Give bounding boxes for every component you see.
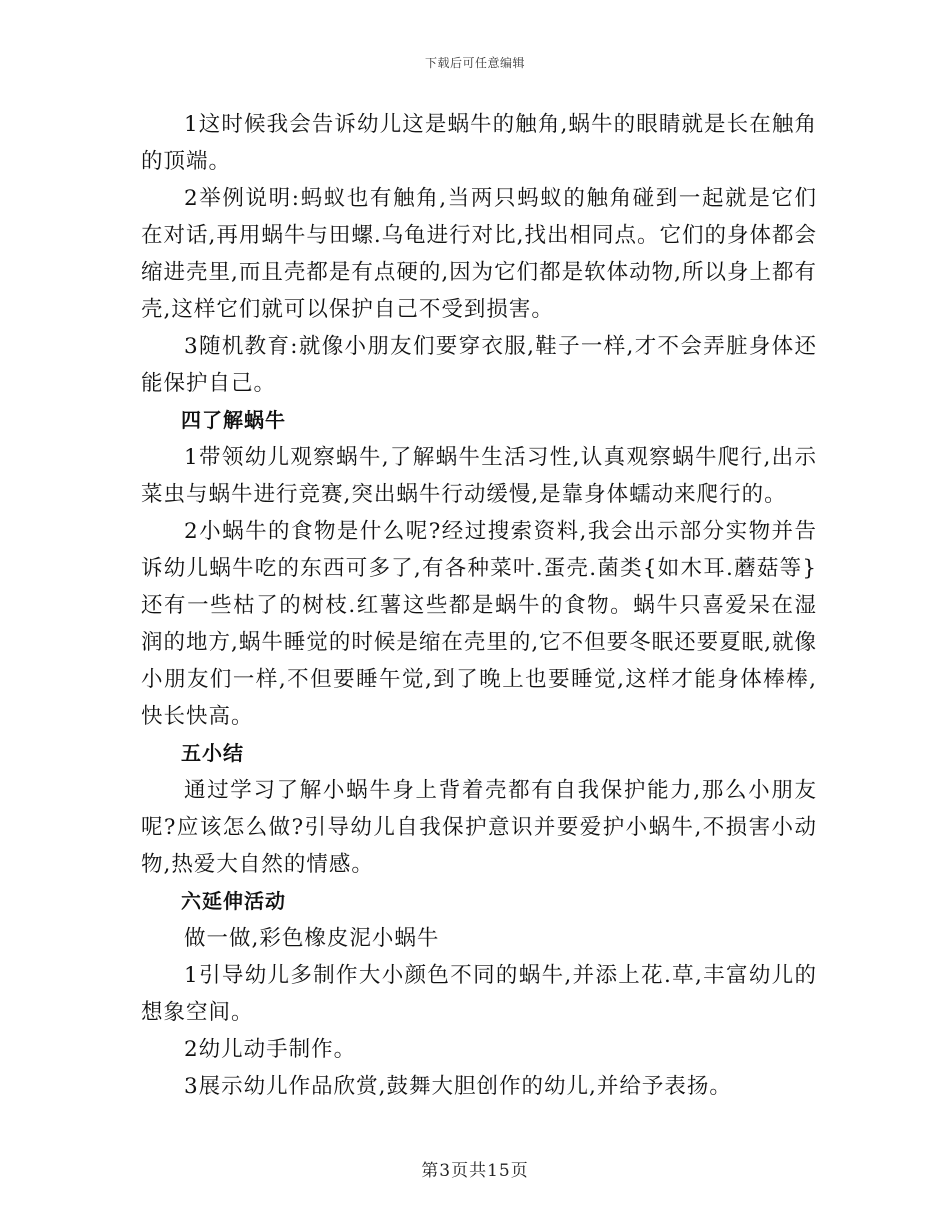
paragraph-touch-antenna: 1这时候我会告诉幼儿这是蜗牛的触角,蜗牛的眼睛就是长在触角的顶端。: [141, 112, 817, 174]
section-heading-understand-snail: 四了解蜗牛: [181, 408, 286, 432]
paragraph-guide-making: 1引导幼儿多制作大小颜色不同的蜗牛,并添上花.草,丰富幼儿的想象空间。: [141, 963, 817, 1025]
paragraph-summary: 通过学习了解小蜗牛身上背着壳都有自我保护能力,那么小朋友呢?应该怎么做?引导幼儿自我保护意识并要爱护小蜗牛,不损害小动物,热爱大自然的情感。: [141, 778, 817, 877]
section-heading-extension: 六延伸活动: [181, 889, 286, 913]
paragraph-hands-on: 2幼儿动手制作。: [184, 1037, 357, 1062]
page-header: 下载后可任意编辑: [424, 56, 525, 70]
page-footer: 第3页共15页: [421, 1161, 529, 1181]
paragraph-show-works: 3展示幼儿作品欣赏,鼓舞大胆创作的幼儿,并给予表扬。: [184, 1074, 732, 1099]
paragraph-example-ants: 2举例说明:蚂蚁也有触角,当两只蚂蚁的触角碰到一起就是它们在对话,再用蜗牛与田螺.乌龟进行对比,找出相同点。它们的身体都会缩进壳里,而且壳都是有点硬的,因为它们都是软体动物,所以身上都有壳,这样它们就可以保护自己不受到损害。: [141, 186, 818, 322]
section-heading-summary: 五小结: [181, 741, 244, 765]
document-body: [141, 106, 817, 1105]
paragraph-observe-snail: 1带领幼儿观察蜗牛,了解蜗牛生活习性,认真观察蜗牛爬行,出示菜虫与蜗牛进行竞赛,突出蜗牛行动缓慢,是靠身体蠕动来爬行的。: [141, 445, 817, 507]
paragraph-make-clay-snail: 做一做,彩色橡皮泥小蜗牛: [184, 926, 440, 951]
paragraph-random-education: 3随机教育:就像小朋友们要穿衣服,鞋子一样,才不会弄脏身体还能保护自己。: [141, 334, 817, 396]
paragraph-snail-food: 2小蜗牛的食物是什么呢?经过搜索资料,我会出示部分实物并告诉幼儿蜗牛吃的东西可多了,有各种菜叶.蛋壳.菌类{如木耳.蘑菇等}还有一些枯了的树枝.红薯这些都是蜗牛的食物。蜗牛只喜爱呆在湿润的地方,蜗牛睡觉的时候是缩在壳里的,它不但要冬眠还要夏眠,就像小朋友们一样,不但要睡午觉,到了晚上也要睡觉,这样才能身体棒棒,快长快高。: [141, 519, 818, 729]
